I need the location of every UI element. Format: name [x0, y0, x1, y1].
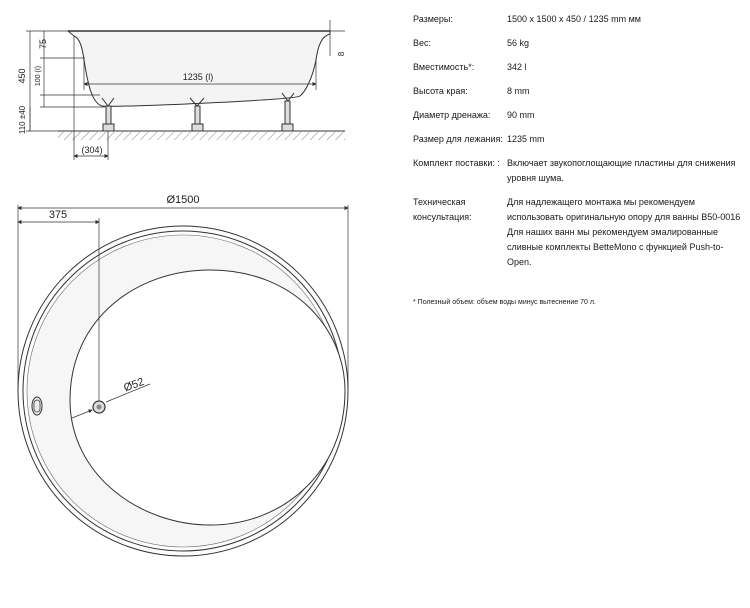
dim-75-label: 75 — [38, 38, 48, 50]
spec-value: 342 l — [507, 62, 527, 72]
spec-row-capacity — [413, 60, 743, 75]
spec-value: 56 kg — [507, 38, 530, 48]
dim-100-label: 100 (I) — [35, 65, 42, 87]
spec-label: Комплект поставки: : — [413, 158, 500, 168]
spec-row-drain-diameter — [413, 108, 743, 123]
dim-1235-label: 1235 (l) — [182, 72, 214, 82]
spec-value: 1500 x 1500 x 450 / 1235 mm мм — [507, 14, 641, 24]
spec-row-dimensions — [413, 12, 743, 27]
footnote: * Полезный объем: объем воды минус вытеснение 70 л. — [413, 299, 596, 306]
dim-8-label: 8 — [337, 51, 346, 57]
specs-table — [413, 12, 743, 279]
floor-hatching — [58, 132, 345, 140]
spec-row-lying-size — [413, 132, 743, 147]
dim-1500-label: Ø1500 — [166, 194, 200, 206]
spec-value — [507, 195, 743, 270]
spec-value: Включает звукопоглощающие пластины для снижения уровня шума. — [507, 158, 736, 183]
spec-value: 8 mm — [507, 86, 530, 96]
dim-110-label: 110 ±40 — [18, 105, 27, 135]
spec-label: Размер для лежания: — [413, 134, 503, 144]
dim-304-label: (304) — [81, 145, 103, 155]
spec-value-line: Для наших ванн мы рекомендуем эмалированные сливные комплекты BetteMono с функцией Push-to-Open. — [507, 227, 724, 267]
dim-375-label: 375 — [48, 209, 68, 221]
spec-row-delivery — [413, 156, 743, 186]
spec-label: Размеры: — [413, 14, 453, 24]
spec-value: 1235 mm — [507, 134, 545, 144]
side-view — [17, 20, 346, 160]
spec-label: Высота края: — [413, 86, 468, 96]
spec-row-consultation — [413, 195, 743, 270]
spec-row-rim-height — [413, 84, 743, 99]
tub-lying-area — [70, 270, 345, 525]
top-view — [18, 194, 348, 556]
spec-label: Диаметр дренажа: — [413, 110, 491, 120]
dim-52-label: Ø52 — [122, 375, 146, 395]
spec-value-line: Для надлежащего монтажа мы рекомендуем использовать оригинальную опору для ванны B50-0016 — [507, 197, 741, 222]
spec-label: Вместимость*: — [413, 62, 475, 72]
spec-label: Вес: — [413, 38, 432, 48]
tub-profile — [68, 31, 330, 106]
spec-row-weight — [413, 36, 743, 51]
dim-450-label: 450 — [17, 68, 27, 84]
spec-value: 90 mm — [507, 110, 535, 120]
spec-label: Техническая консультация: — [413, 197, 472, 222]
